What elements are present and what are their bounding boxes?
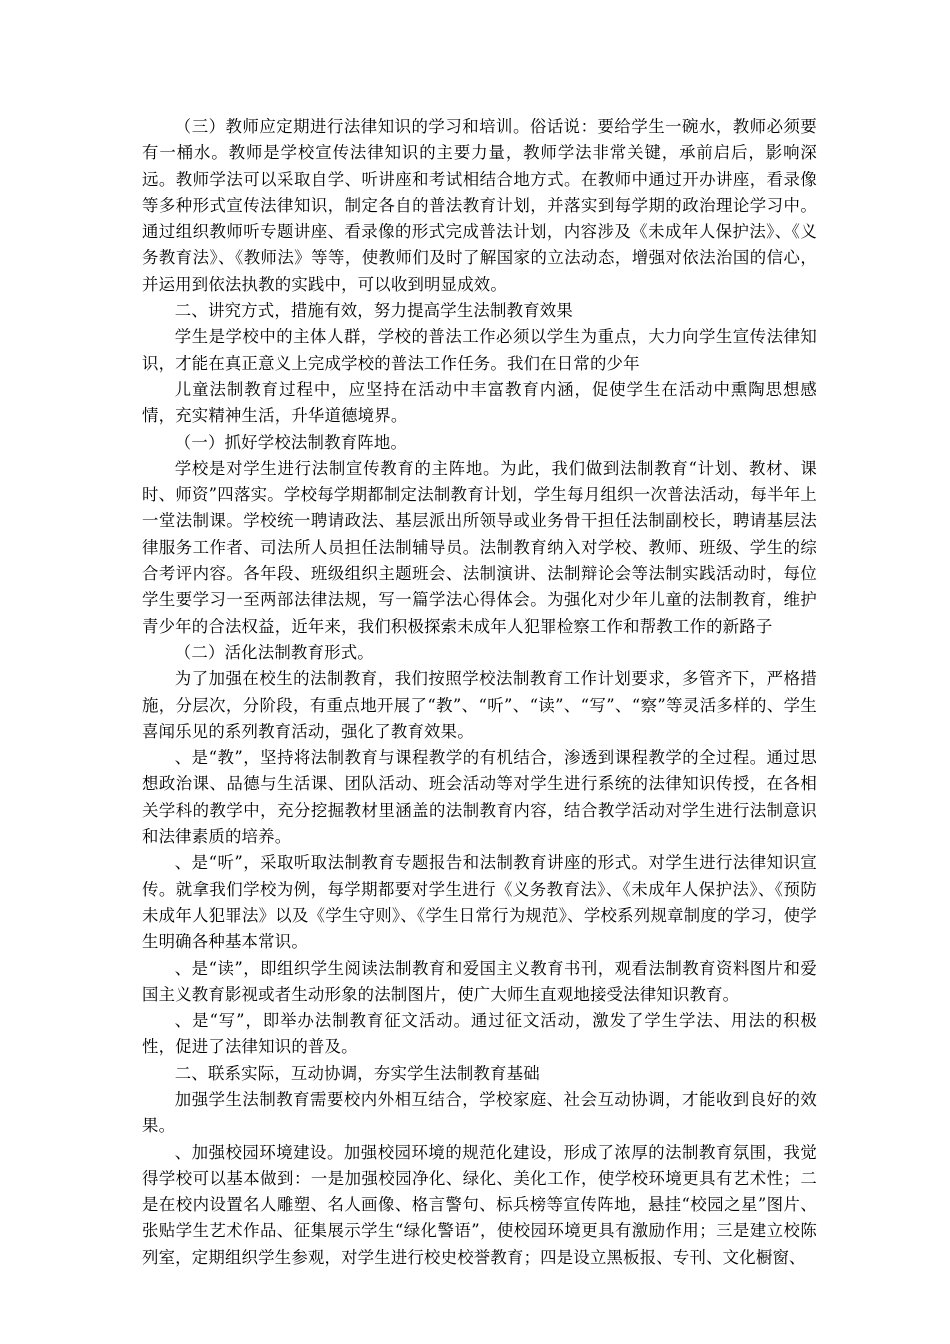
paragraph-cooperation: 加强学生法制教育需要校内外相互结合，学校家庭、社会互动协调，才能收到良好的效果。 [142, 1089, 817, 1136]
section-heading-methods: 二、讲究方式，措施有效，努力提高学生法制教育效果 [174, 301, 573, 321]
document-body [142, 114, 817, 1271]
paragraph-activities: 儿童法制教育过程中，应坚持在活动中丰富教育内涵，促使学生在活动中熏陶思想感情，充实精神生活，升华道德境界。 [142, 379, 817, 426]
paragraph-education-base: 学校是对学生进行法制宣传教育的主阵地。为此，我们做到法制教育“计划、教材、课时、师资”四落实。学校每学期都制定法制教育计划，学生每月组织一次普法活动，每半年上一堂法制课。学校统一聘请政法、基层派出所领导或业务骨干担任法制副校长，聘请基层法律服务工作者、司法所人员担任法制辅导员。法制教育纳入对学校、教师、班级、学生的综合考评内容。各年段、班级组织主题班会、法制演讲、法制辩论会等法制实践活动时，每位学生要学习一至两部法律法规，写一篇学法心得体会。为强化对少年儿童的法制教育，维护青少年的合法权益，近年来，我们积极探索未成年人犯罪检察工作和帮教工作的新路子 [142, 458, 817, 636]
paragraph-students-focus: 学生是学校中的主体人群，学校的普法工作必须以学生为重点，大力向学生宣传法律知识，才能在真正意义上完成学校的普法工作任务。我们在日常的少年 [142, 327, 817, 373]
paragraph-listen: 、是“听”，采取听取法制教育专题报告和法制教育讲座的形式。对学生进行法律知识宣传。就拿我们学校为例，每学期都要对学生进行《义务教育法》、《未成年人保护法》、《预防未成年人犯罪法》以及《学生守则》、《学生日常行为规范》、学校系列规章制度的学习，使学生明确各种基本常识。 [142, 853, 817, 952]
section-heading-practice: 二、联系实际，互动协调，夯实学生法制教育基础 [174, 1063, 540, 1083]
subheading-education-base: （一）抓好学校法制教育阵地。 [174, 432, 408, 452]
paragraph-education-forms: 为了加强在校生的法制教育，我们按照学校法制教育工作计划要求，多管齐下，严格措施，分层次，分阶段，有重点地开展了“教”、“听”、“读”、“写”、“察”等灵活多样的、学生喜闻乐见的系列教育活动，强化了教育效果。 [142, 669, 817, 741]
paragraph-campus-environment: 、加强校园环境建设。加强校园环境的规范化建设，形成了浓厚的法制教育氛围，我觉得学校可以基本做到：一是加强校园净化、绿化、美化工作，使学校环境更具有艺术性；二是在校内设置名人雕塑、名人画像、格言警句、标兵榜等宣传阵地，悬挂“校园之星”图片、张贴学生艺术作品、征集展示学生“绿化警语”，使校园环境更具有激励作用；三是建立校陈列室，定期组织学生参观，对学生进行校史校誉教育；四是设立黑板报、专刊、文化橱窗、 [142, 1142, 817, 1267]
paragraph-read: 、是“读”，即组织学生阅读法制教育和爱国主义教育书刊，观看法制教育资料图片和爱国主义教育影视或者生动形象的法制图片，使广大师生直观地接受法律知识教育。 [142, 958, 817, 1004]
subheading-education-forms: （二）活化法制教育形式。 [174, 642, 374, 662]
paragraph-teacher-training: （三）教师应定期进行法律知识的学习和培训。俗话说：要给学生一碗水，教师必须要有一桶水。教师是学校宣传法律知识的主要力量，教师学法非常关键，承前启后，影响深远。教师学法可以采取自学、听讲座和考试相结合地方式。在教师中通过开办讲座，看录像等多种形式宣传法律知识，制定各自的普法教育计划，并落实到每学期的政治理论学习中。通过组织教师听专题讲座、看录像的形式完成普法计划，内容涉及《未成年人保护法》、《义务教育法》、《教师法》等等，使教师们及时了解国家的立法动态，增强对依法治国的信心，并运用到依法执教的实践中，可以收到明显成效。 [142, 117, 817, 294]
paragraph-teach: 、是“教”，坚持将法制教育与课程教学的有机结合，渗透到课程教学的全过程。通过思想政治课、品德与生活课、团队活动、班会活动等对学生进行系统的法律知识传授，在各相关学科的教学中，充分挖掘教材里涵盖的法制教育内容，结合教学活动对学生进行法制意识和法律素质的培养。 [142, 748, 817, 847]
paragraph-write: 、是“写”，即举办法制教育征文活动。通过征文活动，激发了学生学法、用法的积极性，促进了法律知识的普及。 [142, 1011, 817, 1057]
